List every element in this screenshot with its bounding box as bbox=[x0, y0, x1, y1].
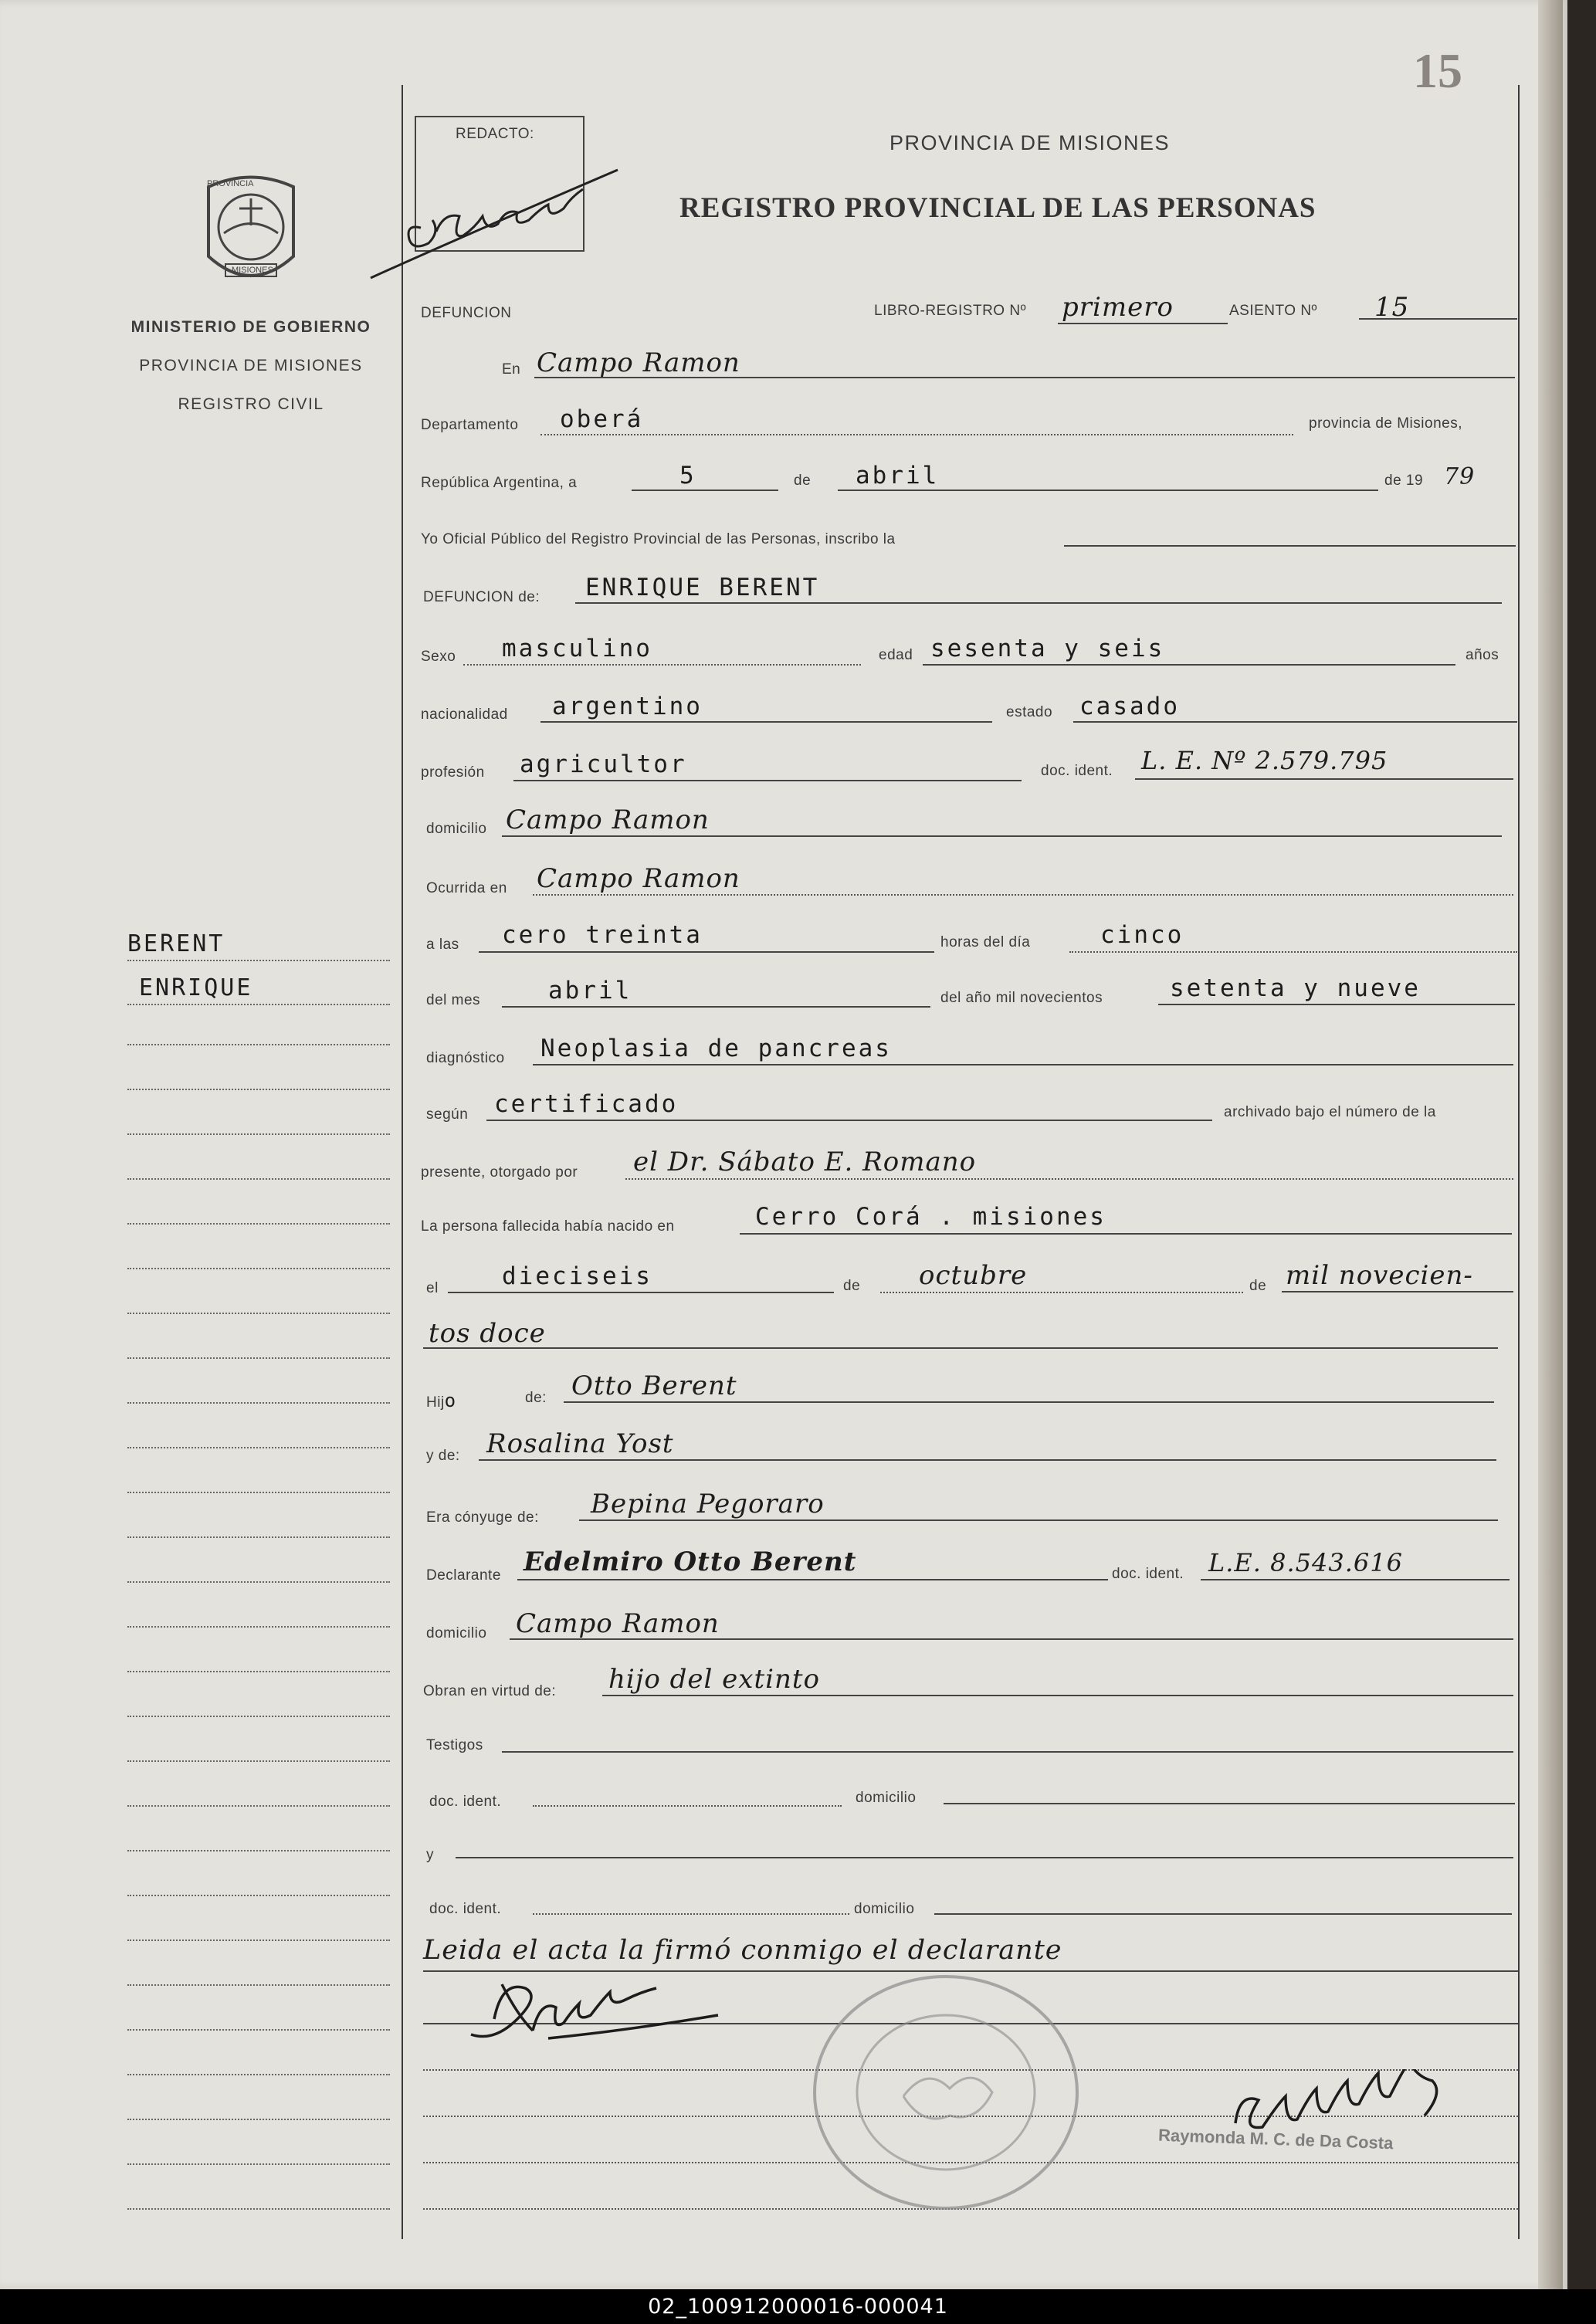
margin-note-name: ENRIQUE bbox=[139, 974, 253, 1001]
registry-stamp-icon bbox=[803, 1965, 1089, 2220]
redacto-label: REDACTO: bbox=[456, 126, 534, 142]
archivado-label: archivado bajo el número de la bbox=[1224, 1104, 1436, 1120]
libro-label: LIBRO-REGISTRO Nº bbox=[874, 303, 1027, 319]
right-margin-rule bbox=[1518, 85, 1520, 2239]
domicilio-label: domicilio bbox=[426, 821, 487, 837]
horas-value: cinco bbox=[1100, 921, 1184, 949]
diagnostico-value: Neoplasia de pancreas bbox=[540, 1035, 892, 1062]
diagnostico-label: diagnóstico bbox=[426, 1050, 505, 1066]
domicilio-value: Campo Ramon bbox=[506, 805, 710, 835]
y-label: y bbox=[426, 1847, 434, 1863]
republica-label: República Argentina, a bbox=[421, 475, 578, 491]
presente-label: presente, otorgado por bbox=[421, 1164, 578, 1181]
domicilio2-value: Campo Ramon bbox=[516, 1608, 720, 1639]
libro-value: primero bbox=[1062, 292, 1174, 323]
book-binding bbox=[1538, 0, 1563, 2289]
father-value: Otto Berent bbox=[571, 1370, 737, 1401]
de-label: de bbox=[794, 473, 812, 489]
seal-text-top: PROVINCIA bbox=[207, 179, 254, 188]
edad-label: edad bbox=[879, 647, 913, 663]
mother-value: Rosalina Yost bbox=[486, 1428, 674, 1459]
leida-text: Leida el acta la firmó conmigo el declarante bbox=[423, 1935, 1062, 1966]
month-birth-value: octubre bbox=[919, 1260, 1028, 1291]
conyuge-value: Bepina Pegoraro bbox=[591, 1489, 825, 1519]
declarant-signature-icon bbox=[456, 1965, 734, 2050]
nacionalidad-label: nacionalidad bbox=[421, 706, 508, 723]
del-mes-label: del mes bbox=[426, 992, 481, 1008]
persona-value: Cerro Corá . misiones bbox=[755, 1203, 1106, 1231]
registro-civil-label: REGISTRO CIVIL bbox=[178, 395, 324, 413]
profesion-value: agricultor bbox=[520, 750, 687, 778]
image-id-footer: 02_100912000016-000041 bbox=[0, 2289, 1596, 2324]
horas-label: horas del día bbox=[940, 934, 1031, 950]
departamento-value: oberá bbox=[560, 405, 644, 433]
province-heading: PROVINCIA DE MISIONES bbox=[889, 131, 1171, 154]
testigos-label: Testigos bbox=[426, 1737, 483, 1753]
a-las-label: a las bbox=[426, 937, 459, 953]
witness1-domicilio-label: domicilio bbox=[856, 1790, 917, 1806]
obran-value: hijo del extinto bbox=[608, 1664, 821, 1695]
departamento-label: Departamento bbox=[421, 417, 519, 433]
sexo-value: masculino bbox=[502, 635, 652, 662]
defuncion-de-label: DEFUNCION de: bbox=[423, 589, 540, 605]
declarante-doc-value: L.E. 8.543.616 bbox=[1208, 1548, 1403, 1577]
conyuge-label: Era cónyuge de: bbox=[426, 1509, 539, 1526]
witness2-doc-label: doc. ident. bbox=[429, 1901, 502, 1917]
dia-value: 5 bbox=[679, 462, 696, 490]
el-value: dieciseis bbox=[502, 1262, 652, 1290]
ministerio-label: MINISTERIO DE GOBIERNO bbox=[130, 318, 371, 336]
del-anio-label: del año mil novecientos bbox=[940, 990, 1103, 1006]
nacionalidad-value: argentino bbox=[552, 693, 703, 720]
oficial-text: Yo Oficial Público del Registro Provincial de las Personas, inscribo la bbox=[421, 531, 896, 547]
del-anio-value: setenta y nueve bbox=[1170, 974, 1421, 1002]
page-number: 15 bbox=[1413, 43, 1462, 98]
obran-label: Obran en virtud de: bbox=[423, 1683, 557, 1699]
provincia-suffix: provincia de Misiones, bbox=[1309, 415, 1462, 432]
asiento-value: 15 bbox=[1374, 292, 1410, 323]
registry-heading: REGISTRO PROVINCIAL DE LAS PERSONAS bbox=[679, 192, 1316, 224]
mil-value: mil novecien- bbox=[1286, 1260, 1473, 1291]
province-seal-icon bbox=[193, 171, 309, 295]
de-anio-label: de 19 bbox=[1384, 473, 1424, 489]
mes-value: abril bbox=[856, 462, 940, 490]
hijo-label-text: Hij bbox=[426, 1394, 445, 1411]
en-value: Campo Ramon bbox=[537, 347, 740, 378]
asiento-label: ASIENTO Nº bbox=[1229, 303, 1317, 319]
hijo-label bbox=[426, 1390, 458, 1411]
profesion-label: profesión bbox=[421, 764, 485, 781]
declarante-doc-label: doc. ident. bbox=[1112, 1566, 1184, 1582]
en-label: En bbox=[502, 361, 521, 378]
ocurrida-label: Ocurrida en bbox=[426, 880, 507, 896]
official-stamp-text: Raymonda M. C. de Da Costa bbox=[1157, 2125, 1394, 2153]
persona-label: La persona fallecida había nacido en bbox=[421, 1218, 675, 1235]
witness1-doc-label: doc. ident. bbox=[429, 1794, 502, 1810]
anos-label: años bbox=[1466, 647, 1499, 663]
del-mes-value: abril bbox=[548, 977, 632, 1004]
margin-note-surname: BERENT bbox=[127, 930, 225, 957]
de3-label: de bbox=[1249, 1278, 1267, 1294]
defuncion-type-label: DEFUNCION bbox=[421, 305, 512, 321]
sexo-label: Sexo bbox=[421, 649, 456, 665]
anio-value: 79 bbox=[1444, 463, 1476, 490]
tos-value: tos doce bbox=[429, 1318, 546, 1349]
declarante-value: Edelmiro Otto Berent bbox=[524, 1547, 857, 1577]
a-las-value: cero treinta bbox=[502, 921, 703, 949]
domicilio2-label: domicilio bbox=[426, 1625, 487, 1641]
ocurrida-value: Campo Ramon bbox=[537, 863, 740, 894]
segun-label: según bbox=[426, 1106, 469, 1123]
doc-ident-value: L. E. Nº 2.579.795 bbox=[1141, 746, 1388, 775]
deceased-name-value: ENRIQUE BERENT bbox=[585, 574, 820, 601]
edad-value: sesenta y seis bbox=[930, 635, 1165, 662]
el-label: el bbox=[426, 1280, 439, 1296]
hijo-suffix: o bbox=[444, 1390, 459, 1411]
left-margin-rule bbox=[402, 85, 403, 2239]
de2-label: de bbox=[843, 1278, 861, 1294]
declarante-label: Declarante bbox=[426, 1567, 501, 1584]
segun-value: certificado bbox=[494, 1090, 679, 1118]
presente-value: el Dr. Sábato E. Romano bbox=[633, 1147, 977, 1177]
provincia-label: PROVINCIA DE MISIONES bbox=[139, 357, 363, 374]
doc-ident-label: doc. ident. bbox=[1041, 763, 1113, 779]
estado-label: estado bbox=[1006, 704, 1053, 720]
seal-text-bottom: MISIONES bbox=[232, 266, 273, 275]
hijo-de-label: de: bbox=[525, 1390, 547, 1406]
redacto-signature-icon bbox=[363, 154, 625, 286]
estado-value: casado bbox=[1079, 693, 1180, 720]
y-de-label: y de: bbox=[426, 1448, 460, 1464]
witness2-domicilio-label: domicilio bbox=[854, 1901, 915, 1917]
